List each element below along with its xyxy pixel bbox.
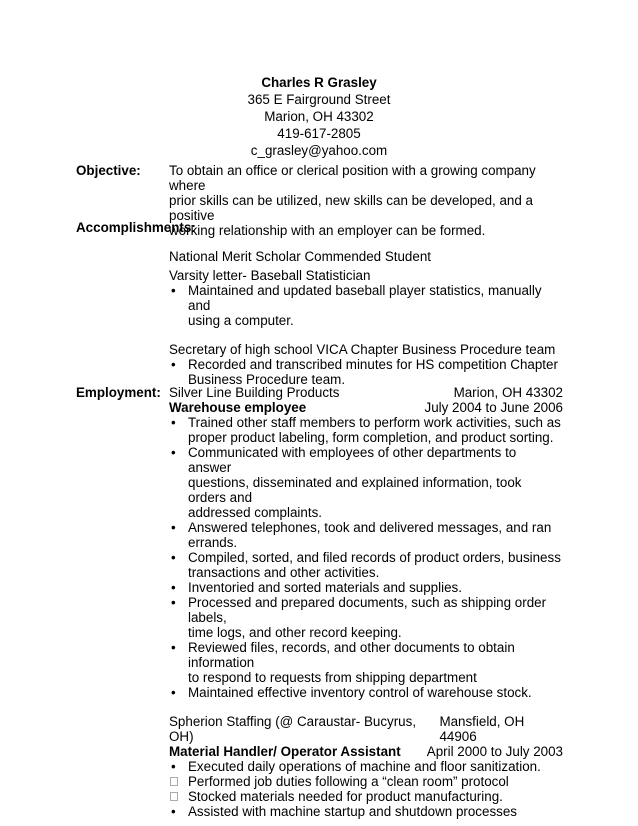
accomplishment-item: Varsity letter- Baseball Statistician xyxy=(169,268,371,283)
bullet-icon: • xyxy=(171,640,176,655)
job1-duties xyxy=(169,415,563,700)
accomplishment-item: Secretary of high school VICA Chapter Business Procedure team xyxy=(169,342,556,357)
duty-item: • Trained other staff members to perform work activities, such as proper product labeling, form completion, and product sorting. xyxy=(171,415,561,445)
objective-text xyxy=(169,163,563,238)
job2-dates: April 2000 to July 2003 xyxy=(426,744,563,759)
applicant-name: Charles R Grasley xyxy=(261,75,377,90)
contact-header xyxy=(0,74,638,159)
duty-item: • Communicated with employees of other departments to answer questions, disseminated and explained information, took orders and addressed complaints. xyxy=(171,445,522,520)
job2-company: Spherion Staffing (@ Caraustar- Bucyrus, OH) xyxy=(169,714,417,744)
bullet-icon: • xyxy=(171,759,176,774)
job1-title-row xyxy=(169,400,563,415)
accomplishment-item: National Merit Scholar Commended Student xyxy=(169,249,431,264)
duty-item: • Assisted with machine startup and shutdown processes xyxy=(171,804,517,819)
objective-line: working relationship with an employer can be formed. xyxy=(169,223,486,238)
bullet-icon: • xyxy=(171,445,176,460)
job2-duties xyxy=(169,759,563,819)
objective-label: Objective: xyxy=(76,163,141,178)
duty-item: Performed job duties following a “clean room” protocol xyxy=(169,774,563,789)
bullet-icon: • xyxy=(171,415,176,430)
accomplishments-label: Accomplishments: xyxy=(76,220,196,235)
city-state-zip: Marion, OH 43302 xyxy=(264,109,374,124)
duty-item: • Reviewed files, records, and other documents to obtain information to respond to requests from shipping department xyxy=(171,640,515,685)
job1-dates: July 2004 to June 2006 xyxy=(424,400,563,415)
job2-title-row xyxy=(169,744,563,759)
job2-location: Mansfield, OH 44906 xyxy=(439,714,525,744)
bullet-icon: • xyxy=(171,520,176,535)
bullet-icon: • xyxy=(171,357,176,372)
street-address: 365 E Fairground Street xyxy=(247,92,391,107)
empty-box-icon xyxy=(170,792,178,801)
objective-line: To obtain an office or clerical position with a growing company where xyxy=(169,163,536,193)
bullet-icon: • xyxy=(171,804,176,819)
bullet-icon: • xyxy=(171,550,176,565)
bullet-icon: • xyxy=(171,595,176,610)
bullet-icon: • xyxy=(171,283,176,298)
duty-item: • Executed daily operations of machine and floor sanitization. xyxy=(171,759,541,774)
job1-location: Marion, OH 43302 xyxy=(453,385,563,400)
accomplishment-bullets xyxy=(169,357,563,387)
bullet-icon: • xyxy=(171,580,176,595)
employment-label: Employment: xyxy=(76,385,161,400)
duty-item: • Compiled, sorted, and filed records of product orders, business transactions and other activities. xyxy=(171,550,561,580)
employment-section xyxy=(169,385,563,819)
empty-box-icon xyxy=(170,777,178,786)
accomplishment-bullets xyxy=(169,283,563,328)
bullet-icon: • xyxy=(171,685,176,700)
duty-item: • Processed and prepared documents, such as shipping order labels, time logs, and other record keeping. xyxy=(171,595,547,640)
job1-company: Silver Line Building Products xyxy=(169,385,340,400)
objective-line: prior skills can be utilized, new skills can be developed, and a positive xyxy=(169,193,533,223)
bullet-item: • Recorded and transcribed minutes for HS competition Chapter Business Procedure team. xyxy=(171,357,558,387)
duty-item: • Answered telephones, took and delivered messages, and ran errands. xyxy=(171,520,552,550)
duty-item: Stocked materials needed for product manufacturing. xyxy=(169,789,563,804)
email-address: c_grasley@yahoo.com xyxy=(250,143,388,158)
duty-item: • Maintained effective inventory control of warehouse stock. xyxy=(171,685,532,700)
job1-title: Warehouse employee xyxy=(169,400,307,415)
job2-title: Material Handler/ Operator Assistant xyxy=(169,744,401,759)
duty-item: • Inventoried and sorted materials and supplies. xyxy=(171,580,462,595)
accomplishments-section xyxy=(169,249,563,387)
job1-company-row xyxy=(169,385,563,400)
phone-number: 419-617-2805 xyxy=(277,126,361,141)
job2-company-row xyxy=(169,714,563,744)
bullet-item: • Maintained and updated baseball player statistics, manually and using a computer. xyxy=(171,283,542,328)
